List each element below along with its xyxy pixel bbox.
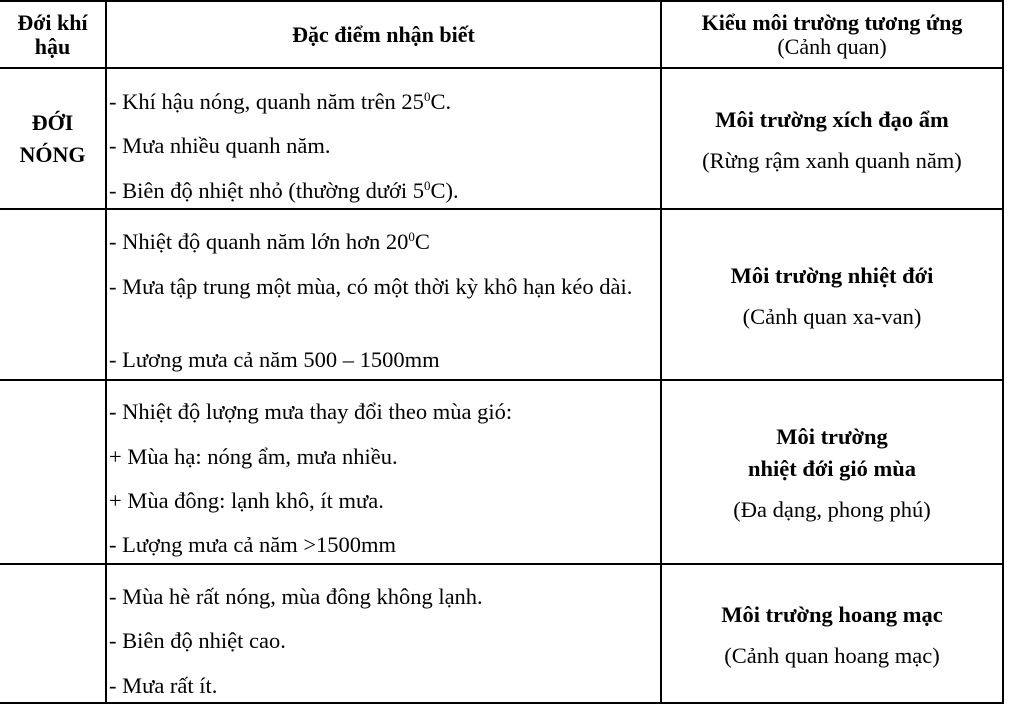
feature-line: - Mưa tập trung một mùa, có một thời kỳ khô hạn kéo dài. [109, 274, 633, 299]
feature-line: - Lượng mưa cả năm >1500mm [109, 532, 397, 557]
features-cell [107, 69, 660, 208]
feature-line: - Khí hậu nóng, quanh năm trên $25^0C$. [109, 89, 452, 114]
features-cell [107, 381, 660, 563]
feature-line: - Lương mưa cả năm 500 – 1500mm [109, 347, 440, 372]
environment-landscape: (Cảnh quan hoang mạc) [724, 642, 940, 668]
header-features [107, 2, 660, 67]
header-features-label: Đặc điểm nhận biết [292, 21, 475, 47]
feature-line: + Mùa hạ: nóng ẩm, mưa nhiều. [109, 444, 398, 469]
feature-line: - Nhiệt độ quanh năm lớn hơn $20^0C$ [109, 229, 430, 254]
environment-landscape: (Rừng rậm xanh quanh năm) [702, 147, 962, 173]
environment-landscape: (Cảnh quan xa-van) [742, 303, 922, 329]
feature-line: - Nhiệt độ lượng mưa thay đổi theo mùa gió: [109, 399, 513, 424]
environment-cell [662, 210, 1002, 379]
features-cell [107, 210, 660, 379]
environment-name: Môi trường xích đạo ẩm [715, 106, 949, 132]
environment-cell [662, 381, 1002, 563]
table-border-right [1002, 0, 1004, 704]
zone-label-line: ĐỚI [31, 109, 74, 135]
zone-label-line: NÓNG [19, 141, 86, 167]
feature-line: + Mùa đông: lạnh khô, ít mưa. [109, 488, 384, 513]
header-climate-zone-label: Đới khí hậu [17, 9, 88, 59]
environment-name: Môi trường hoang mạc [721, 601, 943, 627]
feature-line: - Mưa rất ít. [109, 673, 218, 698]
environment-name: nhiệt đới gió mùa [747, 456, 917, 481]
environment-name: Môi trường nhiệt đới [730, 262, 934, 288]
header-environment [662, 2, 1002, 67]
header-climate-zone [0, 2, 105, 67]
features-cell [107, 565, 660, 702]
header-environment-label: Kiểu môi trường tương ứng [701, 9, 963, 35]
feature-line: - Mùa hè rất nóng, mùa đông không lạnh. [109, 584, 483, 609]
feature-line: - Biên độ nhiệt nhỏ (thường dưới $5^0C$). [109, 178, 459, 203]
environment-cell [662, 69, 1002, 208]
environment-name: Môi trường [776, 424, 888, 449]
environment-landscape: (Đa dạng, phong phú) [733, 497, 931, 522]
feature-line: - Mưa nhiều quanh năm. [109, 133, 331, 158]
zone-cell [0, 69, 105, 208]
feature-line: - Biên độ nhiệt cao. [109, 628, 286, 653]
environment-cell [662, 565, 1002, 702]
table-border-bottom [0, 702, 1004, 704]
header-environment-sublabel: (Cảnh quan) [777, 33, 887, 59]
